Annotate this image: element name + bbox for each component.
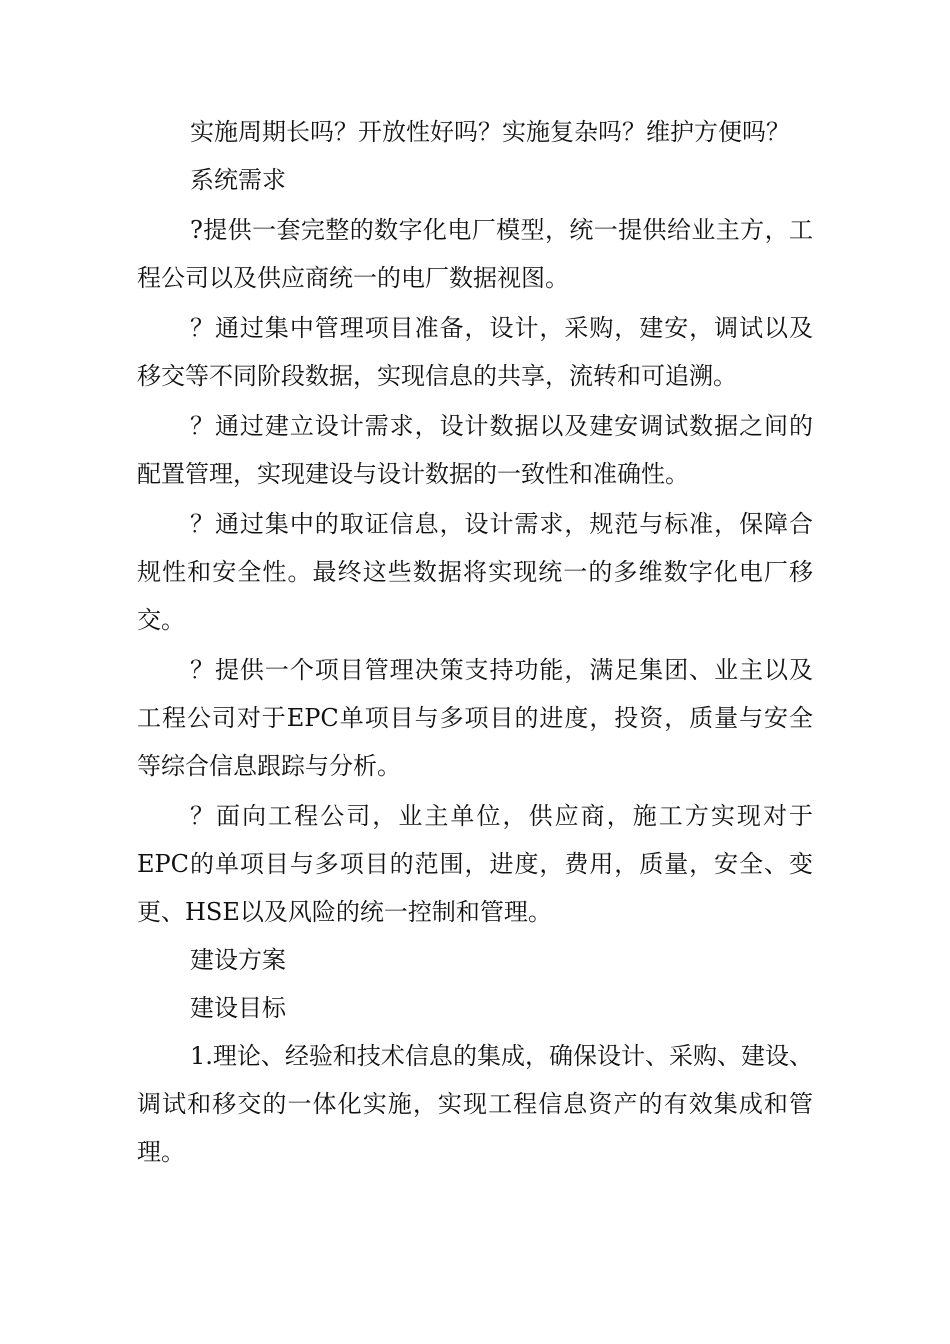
paragraph-configuration-management: ？通过建立设计需求，设计数据以及建安调试数据之间的配置管理，实现建设与设计数据的一致性和准确性。	[137, 412, 813, 488]
document-body	[137, 108, 813, 1176]
paragraph-decision-support: ？提供一个项目管理决策支持功能，满足集团、业主以及工程公司对于EPC单项目与多项目的进度，投资，质量与安全等综合信息跟踪与分析。	[137, 656, 813, 780]
heading-system-requirements: 系统需求	[190, 166, 286, 194]
paragraph-goal-1: 1.理论、经验和技术信息的集成，确保设计、采购、建设、调试和移交的一体化实施，实现工程信息资产的有效集成和管理。	[137, 1042, 813, 1166]
paragraph-digital-plant-model: ?提供一套完整的数字化电厂模型，统一提供给业主方，工程公司以及供应商统一的电厂数据视图。	[137, 216, 813, 292]
paragraph-compliance-safety: ？通过集中的取证信息，设计需求，规范与标准，保障合规性和安全性。最终这些数据将实现统一的多维数字化电厂移交。	[137, 510, 813, 634]
paragraph-epc-control: ？面向工程公司，业主单位，供应商，施工方实现对于EPC的单项目与多项目的范围，进度，费用，质量，安全、变更、HSE以及风险的统一控制和管理。	[137, 802, 813, 926]
paragraph-centralized-data-management: ？通过集中管理项目准备，设计，采购，建安，调试以及移交等不同阶段数据，实现信息的共享，流转和可追溯。	[137, 314, 813, 390]
heading-construction-goals: 建设目标	[190, 994, 286, 1022]
heading-construction-plan: 建设方案	[190, 946, 286, 974]
paragraph-implementation-questions: 实施周期长吗？开放性好吗？实施复杂吗？维护方便吗？	[190, 118, 790, 146]
